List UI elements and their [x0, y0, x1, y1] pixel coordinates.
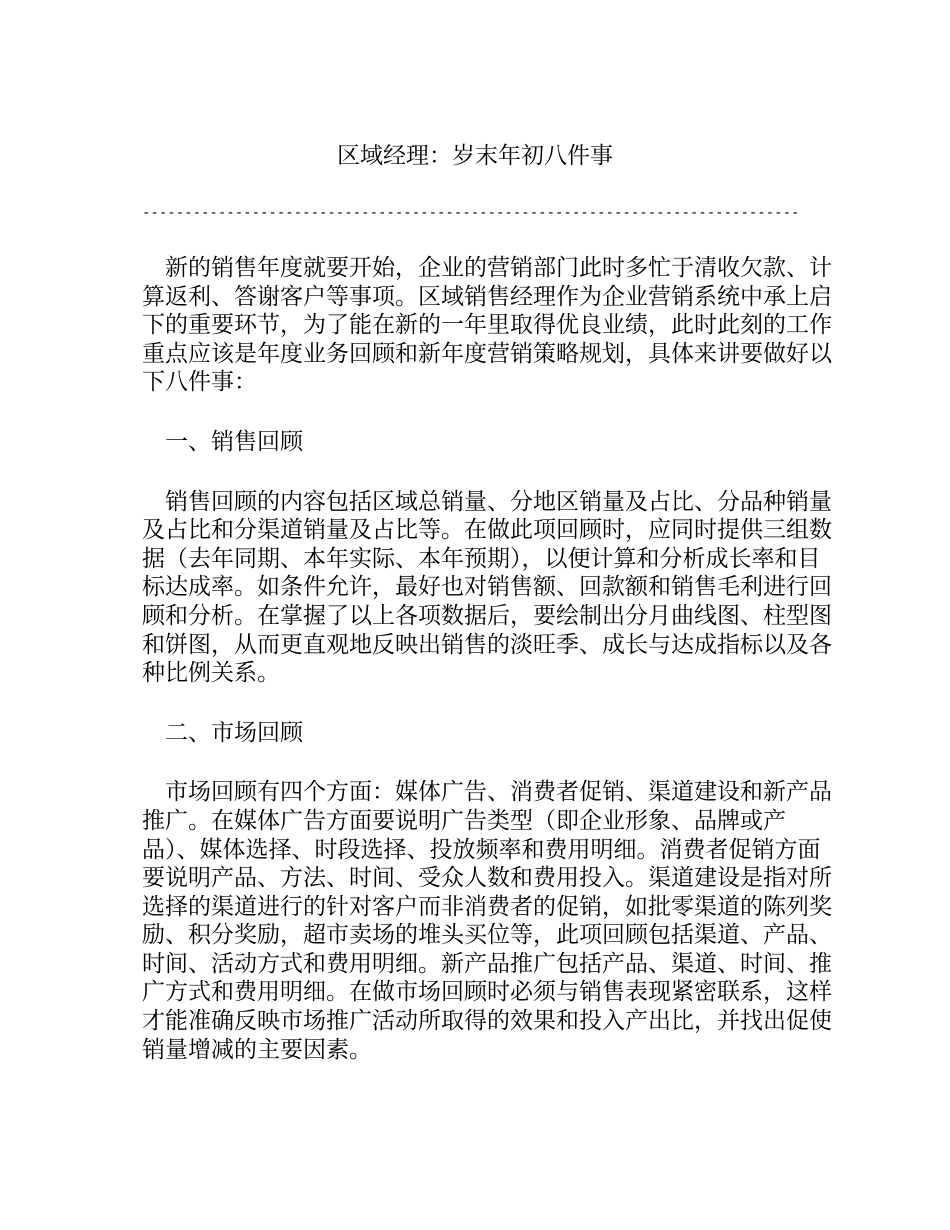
section-body-market-review: 市场回顾有四个方面：媒体广告、消费者促销、渠道建设和新产品推广。在媒体广告方面要说明广告类型（即企业形象、品牌或产品）、媒体选择、时段选择、投放频率和费用明细。消费者促销方面要说明产品、方法、时间、受众人数和费用投入。渠道建设是指对所选择的渠道进行的针对客户而非消费者的促销，如批零渠道的陈列奖励、积分奖励，超市卖场的堆头买位等，此项回顾包括渠道、产品、时间、活动方式和费用明细。新产品推广包括产品、渠道、时间、推广方式和费用明细。在做市场回顾时必须与销售表现紧密联系，这样才能准确反映市场推广活动所取得的效果和投入产出比，并找出促使销量增减的主要因素。	[142, 779, 832, 1063]
intro-paragraph: 新的销售年度就要开始，企业的营销部门此时多忙于清收欠款、计算返利、答谢客户等事项。区域销售经理作为企业营销系统中承上启下的重要环节，为了能在新的一年里取得优良业绩，此时此刻的工作重点应该是年度业务回顾和新年度营销策略规划，具体来讲要做好以下八件事：	[142, 255, 832, 396]
divider-line: ------------------------------------------------------------------------------	[142, 205, 800, 221]
document-title: 区域经理：岁末年初八件事	[337, 143, 613, 169]
section-body-sales-review: 销售回顾的内容包括区域总销量、分地区销量及占比、分品种销量及占比和分渠道销量及占比等。在做此项回顾时，应同时提供三组数据（去年同期、本年实际、本年预期），以便计算和分析成长率和目标达成率。如条件允许，最好也对销售额、回款额和销售毛利进行回顾和分析。在掌握了以上各项数据后，要绘制出分月曲线图、柱型图和饼图，从而更直观地反映出销售的淡旺季、成长与达成指标以及各种比例关系。	[142, 488, 832, 687]
section-heading-market-review: 二、市场回顾	[165, 719, 303, 746]
section-heading-sales-review: 一、销售回顾	[165, 428, 303, 455]
document-body	[142, 254, 832, 1095]
